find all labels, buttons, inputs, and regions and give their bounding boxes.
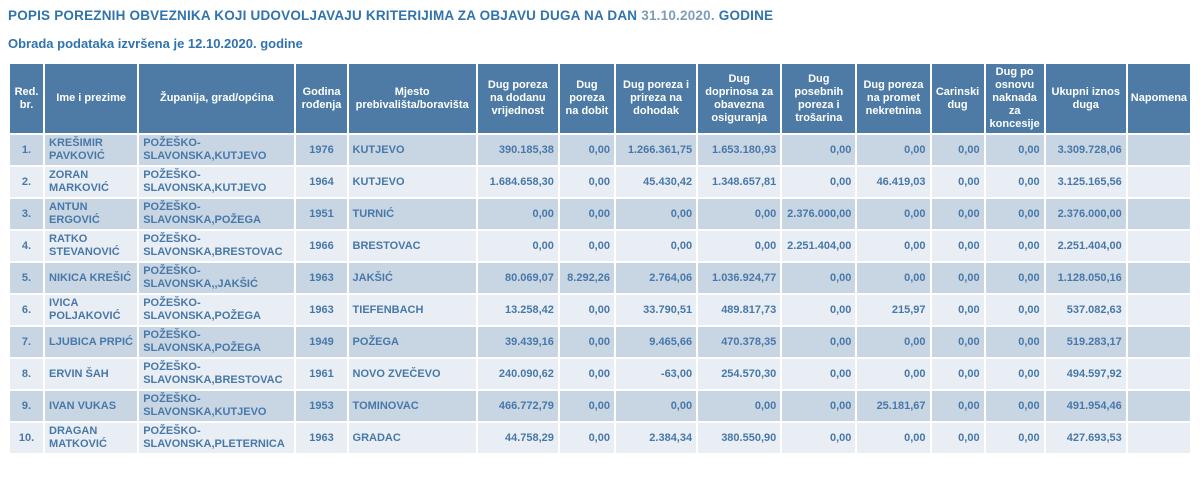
cell-concessions-debt: 0,00 <box>986 391 1044 421</box>
cell-customs-debt: 0,00 <box>932 231 984 261</box>
cell-residence: TOMINOVAC <box>349 391 476 421</box>
cell-profit-tax-debt: 0,00 <box>560 423 614 453</box>
cell-real-estate-tax-debt: 0,00 <box>857 135 929 165</box>
cell-birth-year: 1966 <box>296 231 346 261</box>
cell-row-number: 4. <box>10 231 43 261</box>
column-header-name: Ime i prezime <box>45 64 137 133</box>
cell-contributions-debt: 489.817,73 <box>698 295 780 325</box>
cell-name: ANTUN ERGOVIĆ <box>45 199 137 229</box>
cell-vat-debt: 240.090,62 <box>478 359 558 389</box>
cell-contributions-debt: 1.653.180,93 <box>698 135 780 165</box>
cell-real-estate-tax-debt: 0,00 <box>857 327 929 357</box>
table-row <box>10 199 1190 229</box>
cell-note <box>1128 423 1190 453</box>
column-header-concessions-debt: Dug po osnovu naknada za koncesije <box>986 64 1044 133</box>
cell-county: POŽEŠKO-SLAVONSKA,POŽEGA <box>139 199 294 229</box>
cell-total-debt: 1.128.050,16 <box>1046 263 1126 293</box>
cell-county: POŽEŠKO-SLAVONSKA,BRESTOVAC <box>139 231 294 261</box>
cell-residence: POŽEGA <box>349 327 476 357</box>
cell-county: POŽEŠKO-SLAVONSKA,BRESTOVAC <box>139 359 294 389</box>
cell-special-taxes-debt: 0,00 <box>782 167 855 197</box>
cell-county: POŽEŠKO-SLAVONSKA,KUTJEVO <box>139 391 294 421</box>
cell-residence: TIEFENBACH <box>349 295 476 325</box>
table-row <box>10 295 1190 325</box>
cell-special-taxes-debt: 0,00 <box>782 135 855 165</box>
cell-residence: TURNIĆ <box>349 199 476 229</box>
page-title-prefix: POPIS POREZNIH OBVEZNIKA KOJI UDOVOLJAVAJU KRITERIJIMA ZA OBJAVU DUGA NA DAN <box>8 8 638 23</box>
cell-profit-tax-debt: 0,00 <box>560 135 614 165</box>
column-header-birth-year: Godina rođenja <box>296 64 346 133</box>
debtors-table <box>8 62 1192 455</box>
cell-residence: BRESTOVAC <box>349 231 476 261</box>
cell-row-number: 10. <box>10 423 43 453</box>
cell-name: DRAGAN MATKOVIĆ <box>45 423 137 453</box>
cell-name: LJUBICA PRPIĆ <box>45 327 137 357</box>
cell-vat-debt: 390.185,38 <box>478 135 558 165</box>
cell-birth-year: 1964 <box>296 167 346 197</box>
cell-customs-debt: 0,00 <box>932 135 984 165</box>
cell-vat-debt: 0,00 <box>478 231 558 261</box>
cell-name: NIKICA KREŠIĆ <box>45 263 137 293</box>
cell-name: RATKO STEVANOVIĆ <box>45 231 137 261</box>
cell-contributions-debt: 380.550,90 <box>698 423 780 453</box>
cell-row-number: 9. <box>10 391 43 421</box>
cell-real-estate-tax-debt: 215,97 <box>857 295 929 325</box>
column-header-income-tax-debt: Dug poreza i prireza na dohodak <box>616 64 696 133</box>
cell-income-tax-debt: 45.430,42 <box>616 167 696 197</box>
cell-name: IVAN VUKAS <box>45 391 137 421</box>
cell-special-taxes-debt: 2.376.000,00 <box>782 199 855 229</box>
cell-concessions-debt: 0,00 <box>986 167 1044 197</box>
cell-residence: GRADAC <box>349 423 476 453</box>
cell-contributions-debt: 0,00 <box>698 199 780 229</box>
cell-birth-year: 1963 <box>296 423 346 453</box>
cell-profit-tax-debt: 0,00 <box>560 199 614 229</box>
cell-county: POŽEŠKO-SLAVONSKA,PLETERNICA <box>139 423 294 453</box>
cell-special-taxes-debt: 0,00 <box>782 359 855 389</box>
cell-birth-year: 1963 <box>296 295 346 325</box>
cell-customs-debt: 0,00 <box>932 423 984 453</box>
column-header-vat-debt: Dug poreza na dodanu vrijednost <box>478 64 558 133</box>
cell-customs-debt: 0,00 <box>932 295 984 325</box>
cell-name: KREŠIMIR PAVKOVIĆ <box>45 135 137 165</box>
cell-total-debt: 2.251.404,00 <box>1046 231 1126 261</box>
table-row <box>10 263 1190 293</box>
page-title <box>8 8 1192 23</box>
cell-concessions-debt: 0,00 <box>986 295 1044 325</box>
cell-special-taxes-debt: 0,00 <box>782 391 855 421</box>
cell-customs-debt: 0,00 <box>932 199 984 229</box>
cell-customs-debt: 0,00 <box>932 391 984 421</box>
cell-vat-debt: 39.439,16 <box>478 327 558 357</box>
cell-real-estate-tax-debt: 46.419,03 <box>857 167 929 197</box>
page-subtitle: Obrada podataka izvršena je 12.10.2020. godine <box>8 36 303 51</box>
cell-birth-year: 1961 <box>296 359 346 389</box>
cell-total-debt: 537.082,63 <box>1046 295 1126 325</box>
cell-vat-debt: 1.684.658,30 <box>478 167 558 197</box>
cell-special-taxes-debt: 2.251.404,00 <box>782 231 855 261</box>
column-header-contributions-debt: Dug doprinosa za obavezna osiguranja <box>698 64 780 133</box>
column-header-profit-tax-debt: Dug poreza na dobit <box>560 64 614 133</box>
cell-concessions-debt: 0,00 <box>986 199 1044 229</box>
table-header-row <box>10 64 1190 133</box>
cell-row-number: 2. <box>10 167 43 197</box>
cell-total-debt: 491.954,46 <box>1046 391 1126 421</box>
cell-customs-debt: 0,00 <box>932 263 984 293</box>
cell-vat-debt: 80.069,07 <box>478 263 558 293</box>
cell-vat-debt: 0,00 <box>478 199 558 229</box>
cell-total-debt: 3.125.165,56 <box>1046 167 1126 197</box>
cell-total-debt: 427.693,53 <box>1046 423 1126 453</box>
table-row <box>10 135 1190 165</box>
cell-contributions-debt: 0,00 <box>698 231 780 261</box>
cell-note <box>1128 391 1190 421</box>
cell-birth-year: 1951 <box>296 199 346 229</box>
column-header-note: Napomena <box>1128 64 1190 133</box>
cell-county: POŽEŠKO-SLAVONSKA,POŽEGA <box>139 295 294 325</box>
cell-note <box>1128 135 1190 165</box>
cell-row-number: 6. <box>10 295 43 325</box>
table-row <box>10 231 1190 261</box>
cell-profit-tax-debt: 0,00 <box>560 167 614 197</box>
column-header-row-number: Red. br. <box>10 64 43 133</box>
cell-birth-year: 1976 <box>296 135 346 165</box>
cell-concessions-debt: 0,00 <box>986 231 1044 261</box>
cell-real-estate-tax-debt: 0,00 <box>857 199 929 229</box>
cell-row-number: 5. <box>10 263 43 293</box>
cell-total-debt: 2.376.000,00 <box>1046 199 1126 229</box>
cell-county: POŽEŠKO-SLAVONSKA,,JAKŠIĆ <box>139 263 294 293</box>
column-header-customs-debt: Carinski dug <box>932 64 984 133</box>
cell-total-debt: 3.309.728,06 <box>1046 135 1126 165</box>
cell-note <box>1128 359 1190 389</box>
column-header-total-debt: Ukupni iznos duga <box>1046 64 1126 133</box>
cell-income-tax-debt: 1.266.361,75 <box>616 135 696 165</box>
cell-income-tax-debt: 2.384,34 <box>616 423 696 453</box>
cell-row-number: 3. <box>10 199 43 229</box>
cell-note <box>1128 295 1190 325</box>
page-title-suffix: GODINE <box>718 8 774 23</box>
cell-birth-year: 1949 <box>296 327 346 357</box>
page-title-date: 31.10.2020. <box>641 8 715 23</box>
cell-income-tax-debt: 0,00 <box>616 231 696 261</box>
cell-concessions-debt: 0,00 <box>986 423 1044 453</box>
cell-profit-tax-debt: 8.292,26 <box>560 263 614 293</box>
cell-note <box>1128 263 1190 293</box>
table-row <box>10 359 1190 389</box>
cell-profit-tax-debt: 0,00 <box>560 359 614 389</box>
cell-name: ERVIN ŠAH <box>45 359 137 389</box>
cell-county: POŽEŠKO-SLAVONSKA,KUTJEVO <box>139 135 294 165</box>
cell-contributions-debt: 1.036.924,77 <box>698 263 780 293</box>
table-row <box>10 391 1190 421</box>
cell-profit-tax-debt: 0,00 <box>560 231 614 261</box>
cell-note <box>1128 199 1190 229</box>
cell-contributions-debt: 254.570,30 <box>698 359 780 389</box>
cell-county: POŽEŠKO-SLAVONSKA,KUTJEVO <box>139 167 294 197</box>
cell-total-debt: 494.597,92 <box>1046 359 1126 389</box>
column-header-real-estate-tax-debt: Dug poreza na promet nekretnina <box>857 64 929 133</box>
cell-contributions-debt: 1.348.657,81 <box>698 167 780 197</box>
cell-customs-debt: 0,00 <box>932 327 984 357</box>
cell-residence: JAKŠIĆ <box>349 263 476 293</box>
cell-county: POŽEŠKO-SLAVONSKA,POŽEGA <box>139 327 294 357</box>
cell-vat-debt: 466.772,79 <box>478 391 558 421</box>
cell-customs-debt: 0,00 <box>932 359 984 389</box>
cell-row-number: 7. <box>10 327 43 357</box>
column-header-special-taxes-debt: Dug posebnih poreza i trošarina <box>782 64 855 133</box>
cell-special-taxes-debt: 0,00 <box>782 263 855 293</box>
cell-note <box>1128 327 1190 357</box>
cell-real-estate-tax-debt: 0,00 <box>857 359 929 389</box>
cell-vat-debt: 13.258,42 <box>478 295 558 325</box>
table-row <box>10 167 1190 197</box>
column-header-county: Županija, grad/općina <box>139 64 294 133</box>
cell-vat-debt: 44.758,29 <box>478 423 558 453</box>
cell-name: IVICA POLJAKOVIĆ <box>45 295 137 325</box>
cell-real-estate-tax-debt: 0,00 <box>857 263 929 293</box>
cell-concessions-debt: 0,00 <box>986 359 1044 389</box>
cell-note <box>1128 167 1190 197</box>
cell-real-estate-tax-debt: 25.181,67 <box>857 391 929 421</box>
column-header-residence: Mjesto prebivališta/boravišta <box>349 64 476 133</box>
cell-income-tax-debt: 2.764,06 <box>616 263 696 293</box>
cell-note <box>1128 231 1190 261</box>
table-row <box>10 423 1190 453</box>
cell-income-tax-debt: 9.465,66 <box>616 327 696 357</box>
cell-row-number: 1. <box>10 135 43 165</box>
cell-income-tax-debt: 0,00 <box>616 391 696 421</box>
cell-real-estate-tax-debt: 0,00 <box>857 231 929 261</box>
cell-income-tax-debt: 0,00 <box>616 199 696 229</box>
cell-special-taxes-debt: 0,00 <box>782 423 855 453</box>
cell-birth-year: 1953 <box>296 391 346 421</box>
cell-real-estate-tax-debt: 0,00 <box>857 423 929 453</box>
cell-concessions-debt: 0,00 <box>986 263 1044 293</box>
cell-birth-year: 1963 <box>296 263 346 293</box>
cell-contributions-debt: 0,00 <box>698 391 780 421</box>
cell-profit-tax-debt: 0,00 <box>560 295 614 325</box>
cell-concessions-debt: 0,00 <box>986 327 1044 357</box>
cell-profit-tax-debt: 0,00 <box>560 327 614 357</box>
cell-special-taxes-debt: 0,00 <box>782 295 855 325</box>
table-row <box>10 327 1190 357</box>
cell-contributions-debt: 470.378,35 <box>698 327 780 357</box>
cell-name: ZORAN MARKOVIĆ <box>45 167 137 197</box>
cell-total-debt: 519.283,17 <box>1046 327 1126 357</box>
cell-customs-debt: 0,00 <box>932 167 984 197</box>
cell-residence: KUTJEVO <box>349 135 476 165</box>
cell-concessions-debt: 0,00 <box>986 135 1044 165</box>
cell-special-taxes-debt: 0,00 <box>782 327 855 357</box>
cell-row-number: 8. <box>10 359 43 389</box>
debtors-table-body <box>10 135 1190 453</box>
cell-income-tax-debt: 33.790,51 <box>616 295 696 325</box>
cell-income-tax-debt: -63,00 <box>616 359 696 389</box>
cell-profit-tax-debt: 0,00 <box>560 391 614 421</box>
cell-residence: KUTJEVO <box>349 167 476 197</box>
cell-residence: NOVO ZVEČEVO <box>349 359 476 389</box>
